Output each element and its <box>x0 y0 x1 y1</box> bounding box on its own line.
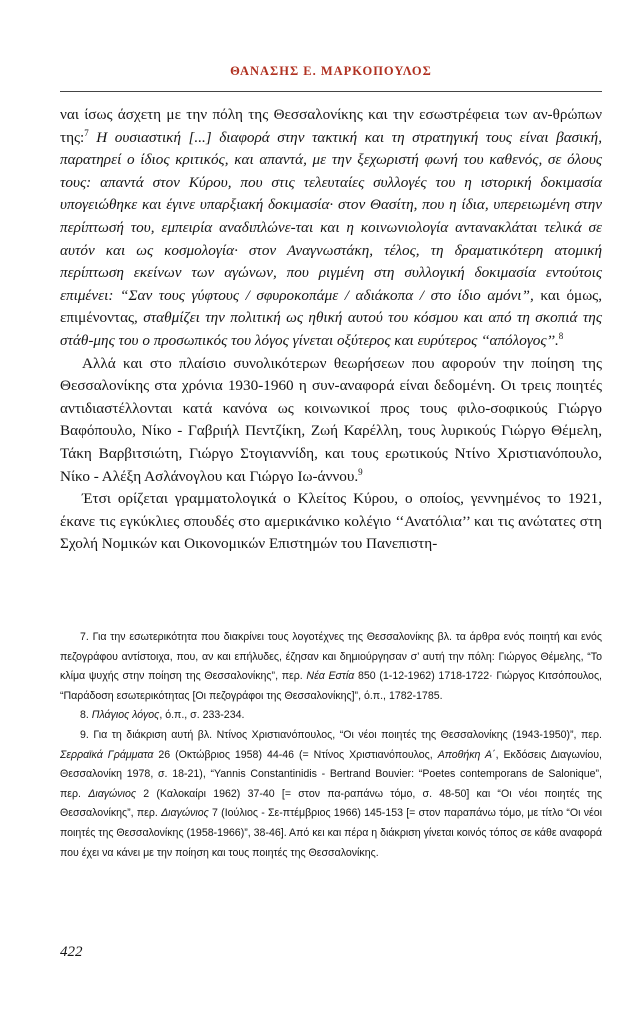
footnote-ref-9[interactable]: 9 <box>358 466 363 477</box>
footnote-9-part-2: 26 (Οκτώβριος 1958) 44-46 (= Ντίνος Χριστιανόπουλος, <box>153 748 438 761</box>
footnote-9-text: 9. Για τη διάκριση αυτή βλ. Ντίνος Χριστιανόπουλος, “Οι νέοι ποιητές της Θεσσαλονίκης (1943-1950)”, περ. <box>80 728 602 741</box>
footnote-9-book-title: Αποθήκη Α΄ <box>437 748 496 761</box>
footnote-8-title: Πλάγιος λόγος <box>91 709 160 722</box>
quotation-2: σταθμίζει την πολιτική ως ηθική αυτού του κόσμου και από τη σκοπιά της στάθ-μης του ο προσωπικός του λόγος γίνεται οξύτερος και ευρύτερος ‘‘απόλογος’’. <box>60 309 602 349</box>
footnote-9-part-5: 7 (Ιούλιος - Σε-πτέμβριος 1966) 145-153 [= στον παραπάνω τόμο, με τίτλο “Οι νέοι ποιητές της Θεσσαλονίκης (1958-1966)”, 38-46]. Από κει και πέρα η διάκριση γίνεται κοινός τόπος σε κάθε αναφορά που έχει να κάνει με την ποίηση και τους ποιητές της Θεσσαλονίκης. <box>60 807 602 859</box>
footnote-9-part-3: , Εκδόσεις Διαγωνίου, Θεσσαλονίκη 1978, σ. 18-21), “Yannis Constantinidis - Bertrand Bouvier: “Poetes contemporans de Salonique”, περ. <box>60 748 602 800</box>
paragraph-1-middle: και όμως, επιμένοντας, <box>60 286 602 327</box>
footnote-9 <box>60 726 602 863</box>
paragraph-1-text: ναι ίσως άσχετη με την πόλη της Θεσσαλονίκης και την εσωστρέφεια των αν-θρώπων της: <box>60 106 602 146</box>
page-number: 422 <box>60 944 83 960</box>
footnote-ref-7[interactable]: 7 <box>84 127 89 138</box>
footnote-7-rest: 850 (1-12-1962) 1718-1722· Γιώργος Κιτσόπουλος, “Παράδοση εσωτερικότητας [Οι πεζογράφοι της Θεσσαλονίκης]”, ό.π., 1782-1785. <box>60 670 602 702</box>
footnote-9-journal-2: Διαγώνιος <box>88 787 136 800</box>
paragraph-2 <box>60 353 602 489</box>
footnote-7 <box>60 628 602 706</box>
footnote-8-number: 8. <box>80 709 92 722</box>
footnote-8 <box>60 706 602 726</box>
paragraph-3 <box>60 488 602 556</box>
quotation-1: Η ουσιαστική [...] διαφορά στην τακτική και τη στρατηγική τους είναι βασική, παρατηρεί ο ίδιος κριτικός, και απαντά, με την ξεχωριστή φωνή του καθενός, σε όλους τους: απαντά στον Κύρου, που στις τελευταίες συλλογές του η ιστορική δοκιμασία υπογειώθηκε και έγινε υπαρξιακή δοκιμασία· στον Θασίτη, που η ίδια, υπερειωμένη στην περίπτωσή του, εμπειρία αναδιπλώνε-ται και η κοινωνιολογία αντανακλάται τελικά σε αυτόν και ως κοσμολογία· στον Αναγνωστάκη, τέλος, τη δραματικότερη ατομική περίπτωση εκείνων των αγώνων, που ριγμένη στη συλλογική δοκιμασία εντούτοις επιμένει: “Σαν τους γύφτους / σφυροκοπάμε / αδιάκοπα / στο ίδιο αμόνι”, <box>60 128 602 304</box>
header-rule <box>60 91 602 92</box>
paragraph-1 <box>60 104 602 353</box>
paragraph-2-text: Αλλά και στο πλαίσιο συνολικότερων θεωρήσεων που αφορούν την ποίηση της Θεσσαλονίκης στα χρόνια 1930-1960 η συν-αναφορά είναι δεδομένη. Οι τρεις ποιητές αντιδιαστέλλονται κατά κανόνα ως κοινωνικοί προς τους φιλο-σοφικούς Γιώργο Βαφόπουλο, Νίκο - Γαβριήλ Πεντζίκη, Ζωή Καρέλλη, τους λυρικούς Γιώργο Θέμελη, Τάκη Βαρβιτσιώτη, Γιώργο Στογιαννίδη, και τους ερωτικούς Ντίνο Χριστιανόπουλο, Νίκο - Αλέξη Ασλάνογλου και Γιώργο Ιω-άννου. <box>60 354 602 485</box>
footnote-9-journal-3: Διαγώνιος <box>161 807 209 820</box>
paragraph-3-text: Έτσι ορίζεται γραμματολογικά ο Κλείτος Κύρου, ο οποίος, γεννημένος το 1921, έκανε τις εγκύκλιες σπουδές στο αμερικάνικο κολέγιο ‘‘Ανατόλια’’ και τις ανώτατες στη Σχολή Νομικών και Οικονομικών Επιστημών του Πανεπιστη- <box>60 490 602 553</box>
main-text <box>60 104 602 556</box>
footnote-ref-8[interactable]: 8 <box>558 330 564 341</box>
footnote-7-text: 7. Για την εσωτερικότητα που διακρίνει τους λογοτέχνες της Θεσσαλονίκης βλ. τα άρθρα ενός ποιητή και ενός πεζογράφου αντίστοιχα, που, αν και επήλυδες, έζησαν και δημιούργησαν σ’ αυτή την πόλη: Γιώργος Θέμελης, “Το κλίμα ψυχής στην ποίηση της Θεσσαλονίκης”, περ. <box>60 631 602 683</box>
footnotes <box>60 628 602 863</box>
footnote-8-rest: , ό.π., σ. 233-234. <box>159 709 245 722</box>
running-head: ΘΑΝΑΣΗΣ Ε. ΜΑΡΚΟΠΟΥΛΟΣ <box>230 64 432 78</box>
footnote-9-journal-1: Σερραϊκά Γράμματα <box>60 748 154 761</box>
footnote-7-journal: Νέα Εστία <box>306 670 355 683</box>
footnote-9-part-4: 2 (Καλοκαίρι 1962) 37-40 [= στον πα-ραπάνω τόμο, σ. 48-50] και “Οι νέοι ποιητές της Θεσσαλονίκης”, περ. <box>60 787 603 820</box>
